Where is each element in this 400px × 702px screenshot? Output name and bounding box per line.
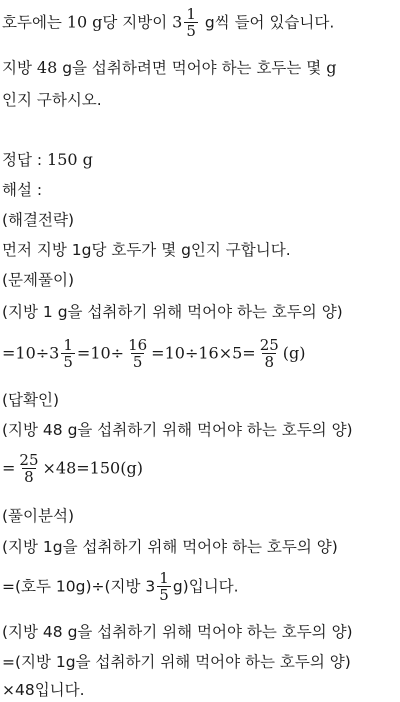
answer-label: 정답 : (2, 151, 43, 169)
section-head-check: (답확인) (2, 391, 60, 409)
analysis-text-2: (지방 48 g을 섭취하기 위해 먹어야 하는 호두의 양) (2, 623, 353, 641)
question-text: 지방 (2, 59, 32, 77)
section-head-strategy: (해결전략) (2, 211, 74, 229)
fraction-numerator: 25 (19, 451, 39, 469)
fraction-denominator: 5 (63, 353, 73, 371)
question-unit: g (326, 58, 337, 77)
equation-part: =10÷ (76, 343, 125, 363)
question-unit: g (92, 12, 103, 32)
explanation-title: 해설 : (2, 181, 43, 199)
question-text: g을 섭취하려면 먹어야 하는 호두는 몇 (62, 59, 322, 77)
section-head-solution: (문제풀이) (2, 271, 74, 289)
fraction (17, 452, 40, 485)
section-head-analysis: (풀이분석) (2, 507, 74, 525)
answer-line (2, 150, 93, 170)
equation-1 (2, 335, 306, 372)
mixed-number-whole: 3 (172, 12, 183, 32)
question-text: 당 지방이 (102, 13, 168, 32)
fraction-denominator: 5 (132, 353, 143, 371)
fraction-numerator: 1 (159, 569, 169, 587)
equation-part: = (2, 458, 16, 478)
equation-part: =(호두 10g)÷(지방 3 (2, 577, 156, 596)
answer-value: 150 g (47, 150, 93, 169)
equation-part: ×48=150(g) (42, 458, 143, 478)
equation-part: =10÷16×5= (151, 343, 256, 363)
question-line-3: 인지 구하시오. (2, 91, 102, 109)
fraction-numerator: 16 (128, 336, 148, 354)
fraction-numerator: 1 (63, 336, 73, 354)
question-number: 10 (66, 12, 88, 32)
equation-part: g)입니다. (172, 577, 239, 596)
fraction (126, 337, 149, 370)
fraction-denominator: 8 (264, 353, 275, 371)
fraction (258, 337, 281, 370)
fraction-denominator: 5 (186, 22, 196, 40)
fraction-denominator: 5 (159, 586, 169, 604)
analysis-text-3: =(지방 1g을 섭취하기 위해 먹어야 하는 호두의 양) (2, 653, 351, 671)
analysis-text-4: ×48입니다. (2, 681, 85, 699)
question-text: g씩 들어 있습니다. (204, 13, 335, 32)
fraction-denominator: 8 (24, 468, 34, 486)
question-line-1 (2, 6, 334, 39)
equation-3 (2, 568, 239, 605)
question-text: 호두에는 (2, 13, 62, 32)
check-text: (지방 48 g을 섭취하기 위해 먹어야 하는 호두의 양) (2, 421, 353, 439)
strategy-text: 먼저 지방 1g당 호두가 몇 g인지 구합니다. (2, 241, 291, 259)
fraction-numerator: 25 (259, 336, 279, 354)
analysis-text-1: (지방 1g을 섭취하기 위해 먹어야 하는 호두의 양) (2, 538, 338, 556)
fraction (157, 570, 171, 603)
question-line-2 (2, 58, 336, 78)
fraction-numerator: 1 (186, 5, 196, 23)
equation-2 (2, 450, 143, 487)
fraction (184, 6, 198, 39)
equation-part: =10÷3 (2, 343, 60, 363)
solution-text: (지방 1 g을 섭취하기 위해 먹어야 하는 호두의 양) (2, 303, 343, 321)
fraction (61, 337, 75, 370)
equation-part: (g) (282, 343, 306, 363)
question-number: 48 (36, 58, 58, 77)
